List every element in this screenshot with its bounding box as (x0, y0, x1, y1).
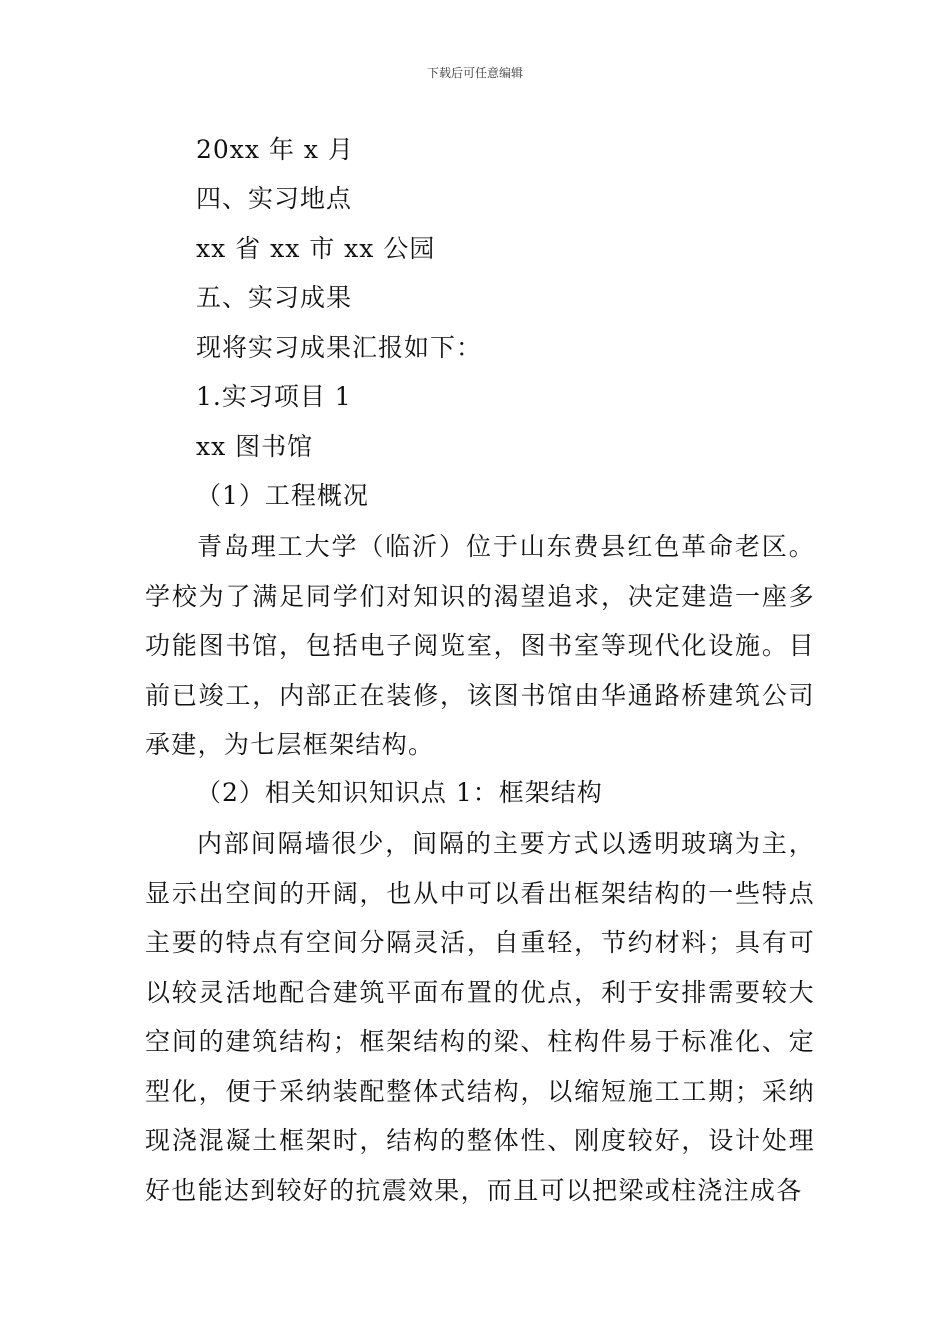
subsection-1-title: （1）工程概况 (196, 481, 369, 510)
frame-structure-paragraph: 内部间隔墙很少，间隔的主要方式以透明玻璃为主，显示出空间的开阔，也从中可以看出框架结构的一些特点主要的特点有空间分隔灵活，自重轻，节约材料；具有可以较灵活地配合建筑平面布置的优点，利于安排需要较大空间的建筑结构；框架结构的梁、柱构件易于标准化、定型化，便于采纳装配整体式结构，以缩短施工工期；采纳现浇混凝土框架时，结构的整体性、刚度较好，设计处理好也能达到较好的抗震效果，而且可以把梁或柱浇注成各 (145, 829, 815, 1205)
page-header-note: 下载后可任意编辑 (426, 66, 523, 80)
date-line: 20xx 年 x 月 (196, 135, 354, 164)
section-4-title: 四、实习地点 (196, 184, 353, 213)
overview-paragraph: 青岛理工大学（临沂）位于山东费县红色革命老区。学校为了满足同学们对知识的渴望追求，决定建造一座多功能图书馆，包括电子阅览室，图书室等现代化设施。目前已竣工，内部正在装修，该图书馆由华通路桥建筑公司承建，为七层框架结构。 (145, 532, 815, 759)
results-intro: 现将实习成果汇报如下： (196, 333, 483, 362)
subsection-2-title: （2）相关知识知识点 1：框架结构 (196, 778, 603, 807)
item-1-title: 1.实习项目 1 (196, 382, 352, 411)
location-line: xx 省 xx 市 xx 公园 (196, 234, 436, 263)
item-1-name: xx 图书馆 (196, 432, 314, 461)
section-5-title: 五、实习成果 (196, 283, 353, 312)
